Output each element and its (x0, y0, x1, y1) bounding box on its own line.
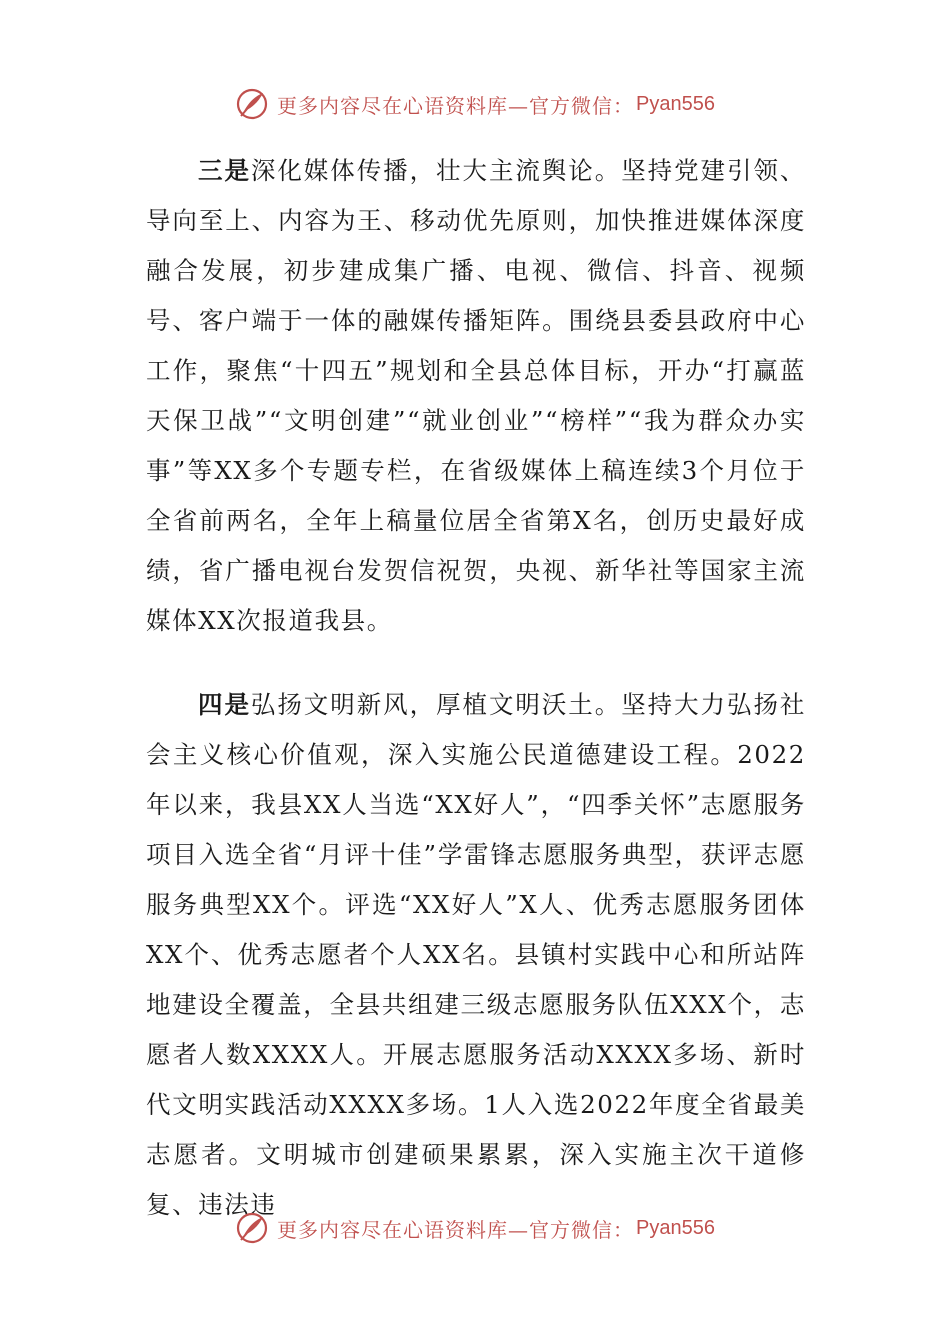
watermark-footer (0, 1208, 950, 1248)
paragraph-lead: 三是 (198, 156, 251, 185)
watermark-text: 更多内容尽在心语资料库—官方微信： (277, 1217, 635, 1242)
watermark-header (0, 84, 950, 124)
watermark-text: 更多内容尽在心语资料库—官方微信： (277, 93, 635, 118)
paragraph-three (146, 146, 806, 646)
quill-pen-logo-icon (235, 87, 269, 121)
paragraph-body: 深化媒体传播，壮大主流舆论。坚持党建引领、导向至上、内容为王、移动优先原则，加快推进媒体深度融合发展，初步建成集广播、电视、微信、抖音、视频号、客户端于一体的融媒传播矩阵。围绕县委县政府中心工作，聚焦“十四五”规划和全县总体目标，开办“打赢蓝天保卫战”“文明创建”“就业创业”“榜样”“我为群众办实事”等XX多个专题专栏，在省级媒体上稿连续3个月位于全省前两名，全年上稿量位居全省第X名，创历史最好成绩，省广播电视台发贺信祝贺，央视、新华社等国家主流媒体XX次报道我县。 (146, 156, 806, 635)
paragraph-body: 弘扬文明新风，厚植文明沃土。坚持大力弘扬社会主义核心价值观，深入实施公民道德建设工程。2022年以来，我县XX人当选“XX好人”，“四季关怀”志愿服务项目入选全省“月评十佳”学雷锋志愿服务典型，获评志愿服务典型XX个。评选“XX好人”X人、优秀志愿服务团体XX个、优秀志愿者个人XX名。县镇村实践中心和所站阵地建设全覆盖，全县共组建三级志愿服务队伍XXX个，志愿者人数XXXX人。开展志愿服务活动XXXX多场、新时代文明实践活动XXXX多场。1人入选2022年度全省最美志愿者。文明城市创建硕果累累，深入实施主次干道修复、违法违 (146, 690, 806, 1219)
watermark-wechat-id: Pyan556 (636, 92, 715, 115)
paragraph-lead: 四是 (198, 690, 251, 719)
paragraph-four (146, 680, 806, 1230)
watermark-wechat-id: Pyan556 (636, 1216, 715, 1239)
quill-pen-logo-icon (235, 1211, 269, 1245)
